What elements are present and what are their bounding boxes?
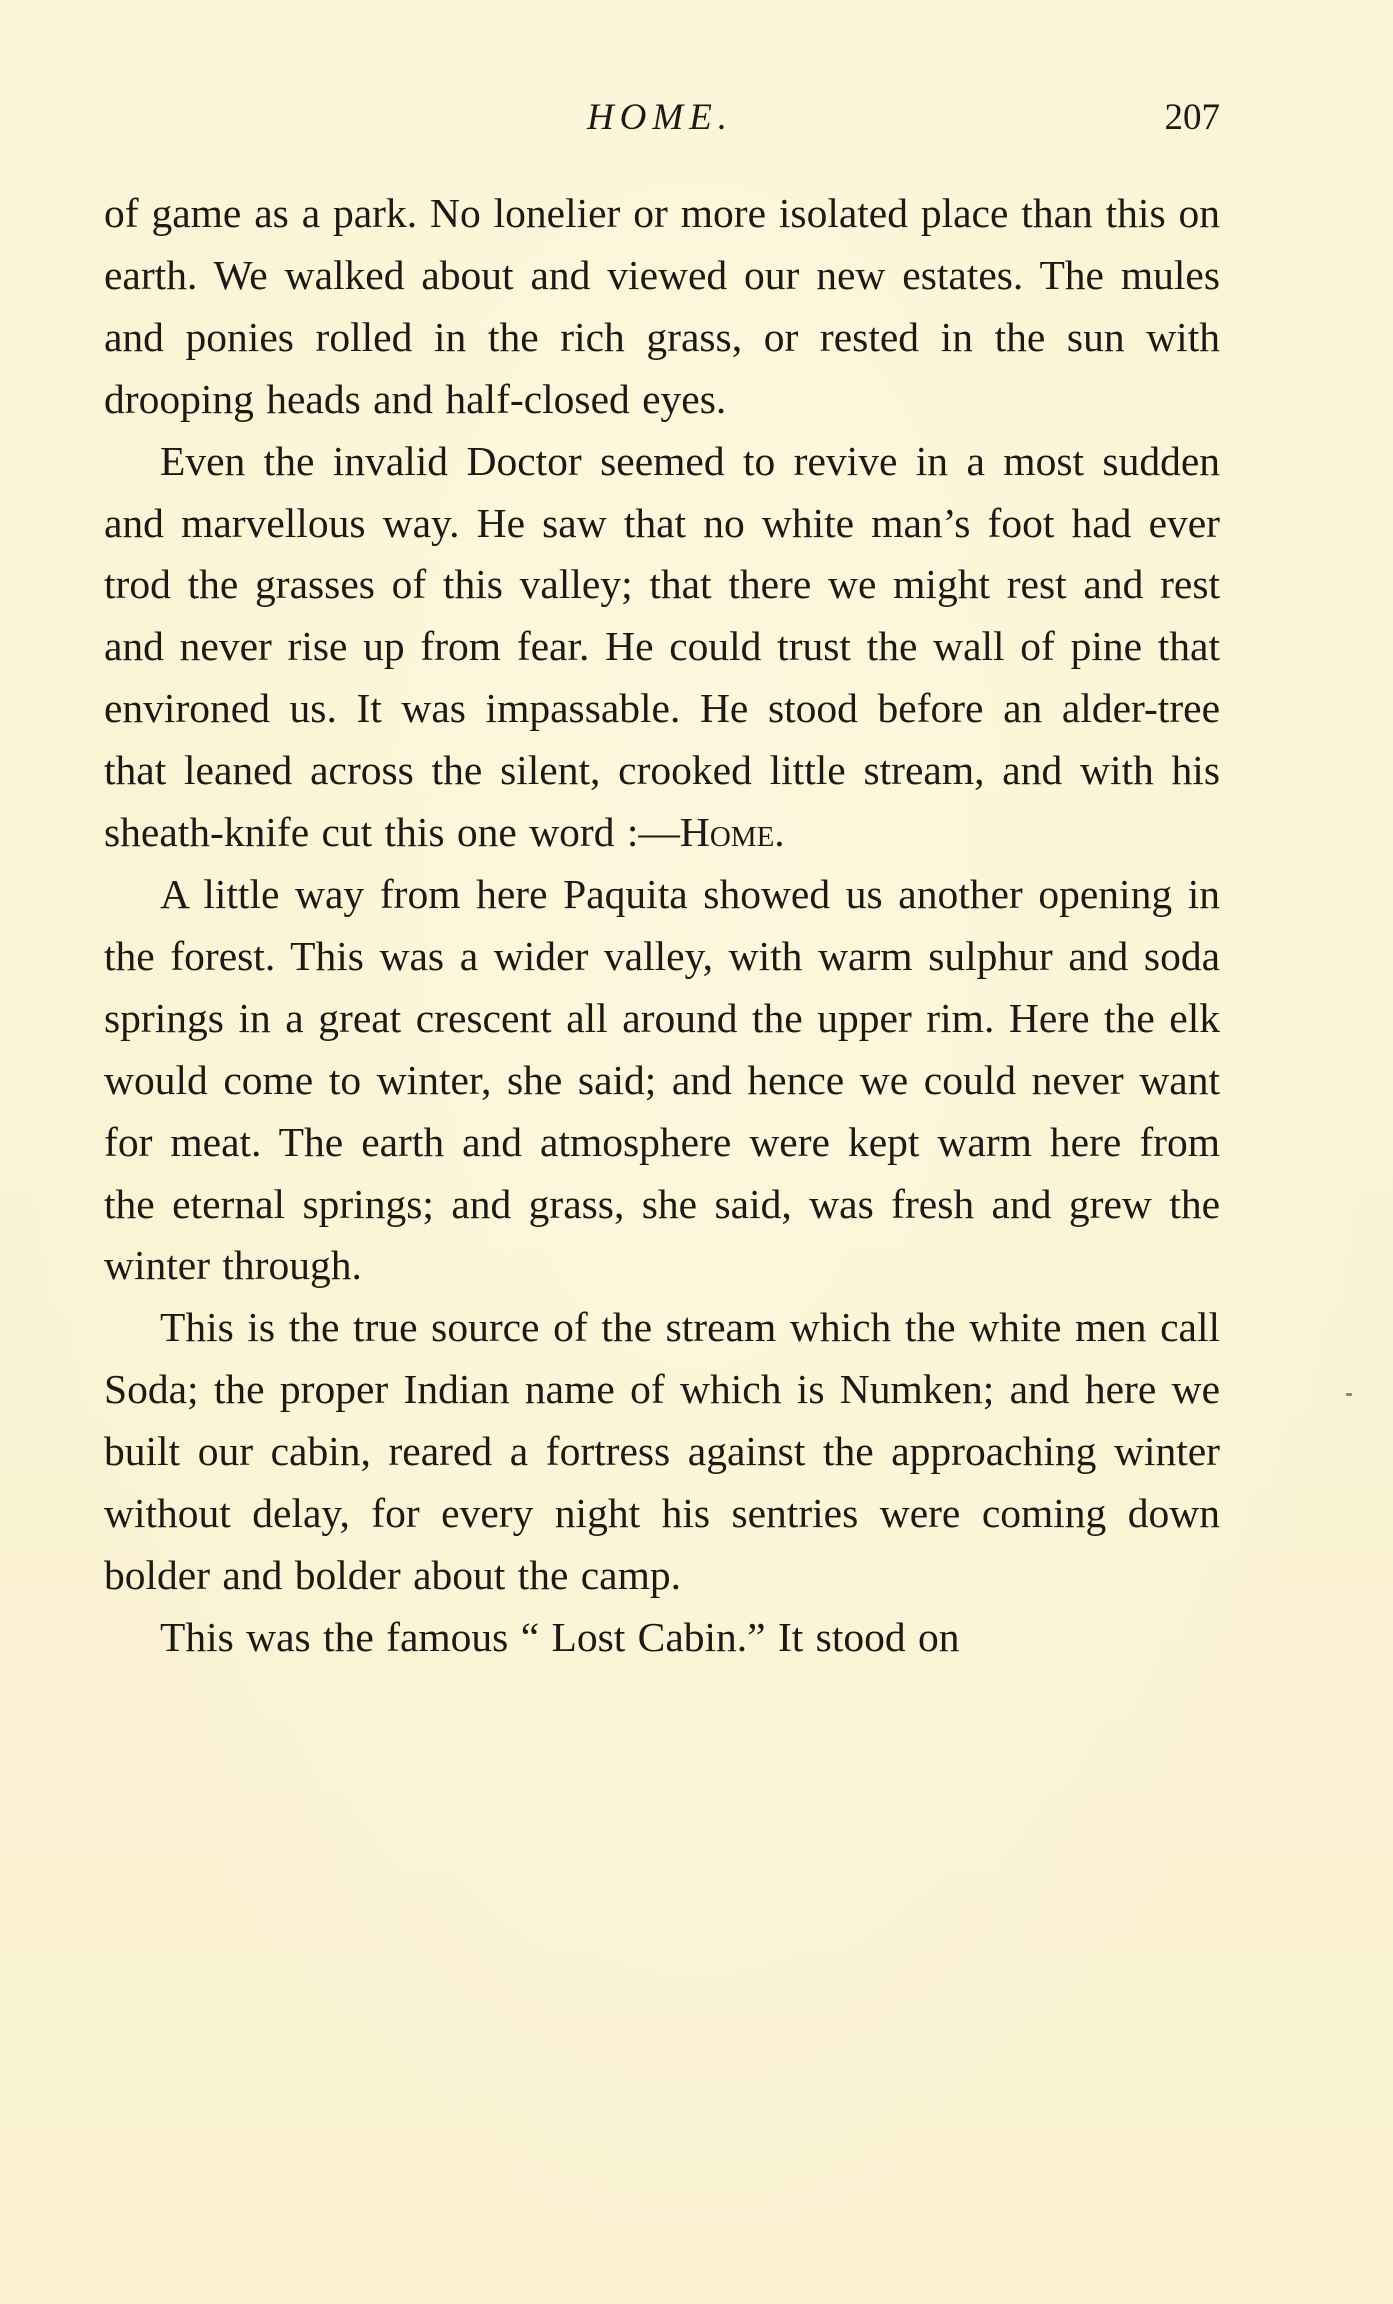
body-text bbox=[104, 183, 1220, 1669]
paragraph bbox=[104, 431, 1220, 864]
running-title: HOME. bbox=[586, 97, 734, 138]
carved-word-home: Home. bbox=[679, 809, 785, 856]
page-number: 207 bbox=[1164, 97, 1220, 138]
paragraph-text: Even the invalid Doctor seemed to revive in a most sudden and marvellous way. He saw that no white man’s foot had ever trod the grasses of this valley; that there we might rest and rest and never rise up from fear. He could trust the wall of pine that environed us. It was impassable. He stood before an alder-tree that leaned across the silent, crooked little stream, and with his sheath-knife cut this one word :— bbox=[104, 437, 1220, 856]
paragraph: This is the true source of the stream which the white men call Soda; the proper Indian name of which is Numken; and here we built our cabin, reared a fortress against the approaching winter without delay, for every night his sentries were coming down bolder and bolder about the camp. bbox=[104, 1304, 1220, 1598]
ink-speck bbox=[1346, 1393, 1352, 1396]
running-head bbox=[100, 90, 1220, 150]
paragraph: of game as a park. No lonelier or more isolated place than this on earth. We walked about and viewed our new estates. The mules and ponies rolled in the rich grass, or rested in the sun with drooping heads and half-closed eyes. bbox=[104, 190, 1220, 422]
paragraph: A little way from here Paquita showed us another opening in the forest. This was a wider valley, with warm sulphur and soda springs in a great crescent all around the upper rim. Here the elk would come to winter, she said; and hence we could never want for meat. The earth and atmosphere were kept warm here from the eternal springs; and grass, she said, was fresh and grew the winter through. bbox=[104, 870, 1220, 1289]
paragraph: This was the famous “ Lost Cabin.” It stood on bbox=[160, 1613, 960, 1660]
